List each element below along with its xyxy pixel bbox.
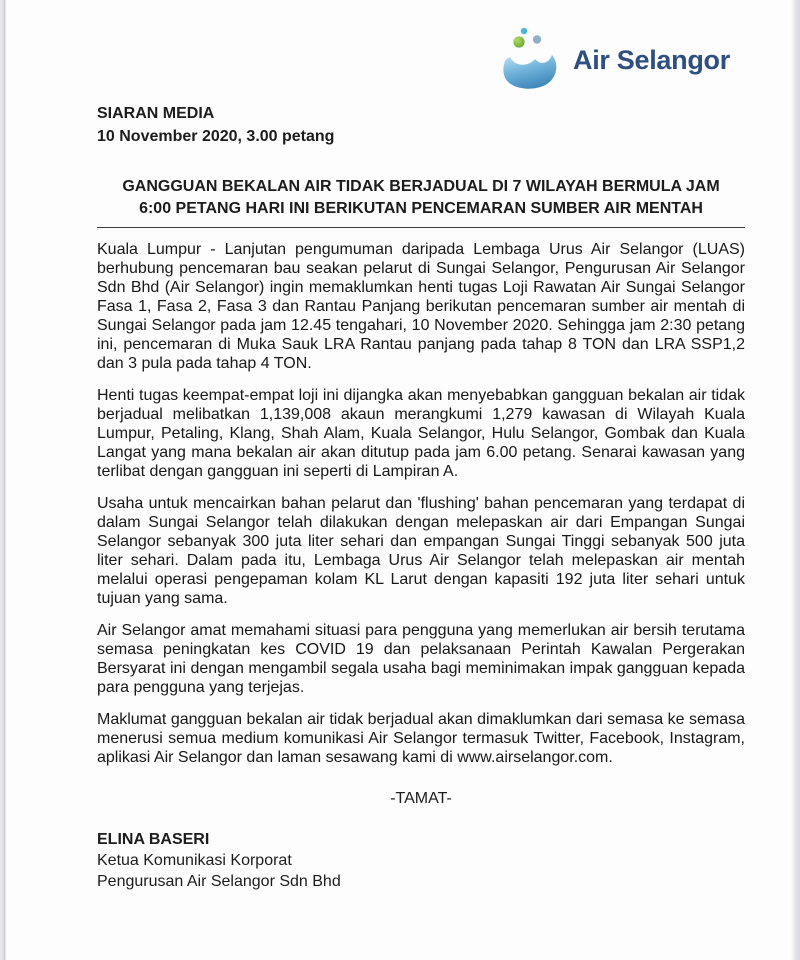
paragraph-1: Kuala Lumpur - Lanjutan pengumuman daripada Lembaga Urus Air Selangor (LUAS) berhubung pencemaran bau seakan pelarut di Sungai Selangor, Pengurusan Air Selangor Sdn Bhd (Air Selangor) ingin memaklumkan henti tugas Loji Rawatan Air Sungai Selangor Fasa 1, Fasa 2, Fasa 3 dan Rantau Panjang berikutan pencemaran sumber air mentah di Sungai Selangor pada jam 12.45 tengahari, 10 November 2020. Sehingga jam 2:30 petang ini, pencemaran di Muka Sauk LRA Rantau panjang pada tahap 8 TON dan LRA SSP1,2 dan 3 pula pada tahap 4 TON. (97, 241, 745, 372)
photo-edge-right (791, 0, 800, 960)
release-type-label: SIARAN MEDIA (97, 105, 215, 122)
paragraph-2: Henti tugas keempat-empat loji ini dijangka akan menyebabkan gangguan bekalan air tidak berjadual melibatkan 1,139,008 akaun merangkumi 1,279 kawasan di Wilayah Kuala Lumpur, Petaling, Klang, Shah Alam, Kuala Selangor, Hulu Selangor, Gombak dan Kuala Langat yang mana bekalan air akan ditutup pada jam 6.00 petang. Senarai kawasan yang terlibat dengan gangguan ini seperti di Lampiran A. (97, 387, 745, 480)
signatory-name: ELINA BASERI (97, 831, 210, 848)
signatory-company: Pengurusan Air Selangor Sdn Bhd (97, 873, 341, 890)
paragraph-5: Maklumat gangguan bekalan air tidak berjadual akan dimaklumkan dari semasa ke semasa menerusi semua medium komunikasi Air Selangor termasuk Twitter, Facebook, Instagram, aplikasi Air Selangor dan laman sesawang kami di www.airselangor.com. (97, 711, 745, 766)
press-release-title: GANGGUAN BEKALAN AIR TIDAK BERJADUAL DI 7 WILAYAH BERMULA JAM 6:00 PETANG HARI INI BERIKUTAN PENCEMARAN SUMBER AIR MENTAH (122, 178, 720, 217)
logo-wordmark: Air Selangor (573, 45, 730, 75)
release-datetime: 10 November 2020, 3.00 petang (97, 128, 335, 145)
press-release-body (97, 240, 745, 767)
signatory-title: Ketua Komunikasi Korporat (97, 852, 292, 869)
title-divider (97, 227, 745, 228)
photo-edge-left (0, 0, 6, 960)
end-marker: -TAMAT- (390, 790, 452, 807)
document-content (97, 0, 745, 892)
release-meta (97, 102, 745, 148)
paragraph-3: Usaha untuk mencairkan bahan pelarut dan 'flushing' bahan pencemaran yang terdapat di dalam Sungai Selangor telah dilakukan dengan melepaskan air dari Empangan Sungai Selangor sebanyak 300 juta liter sehari dan empangan Sungai Tinggi sebanyak 500 juta liter sehari. Dalam pada itu, Lembaga Urus Air Selangor telah melepaskan air mentah melalui operasi pengepaman kolam KL Larut dengan kapasiti 192 juta liter sehari untuk tujuan yang sama. (97, 495, 745, 607)
paragraph-4: Air Selangor amat memahami situasi para pengguna yang memerlukan air bersih terutama semasa peningkatan kes COVID 19 dan pelaksanaan Perintah Kawalan Pergerakan Bersyarat ini dengan mengambil segala usaha bagi meminimakan impak gangguan kepada para pengguna yang terjejas. (97, 622, 745, 696)
signature-block (97, 829, 745, 892)
